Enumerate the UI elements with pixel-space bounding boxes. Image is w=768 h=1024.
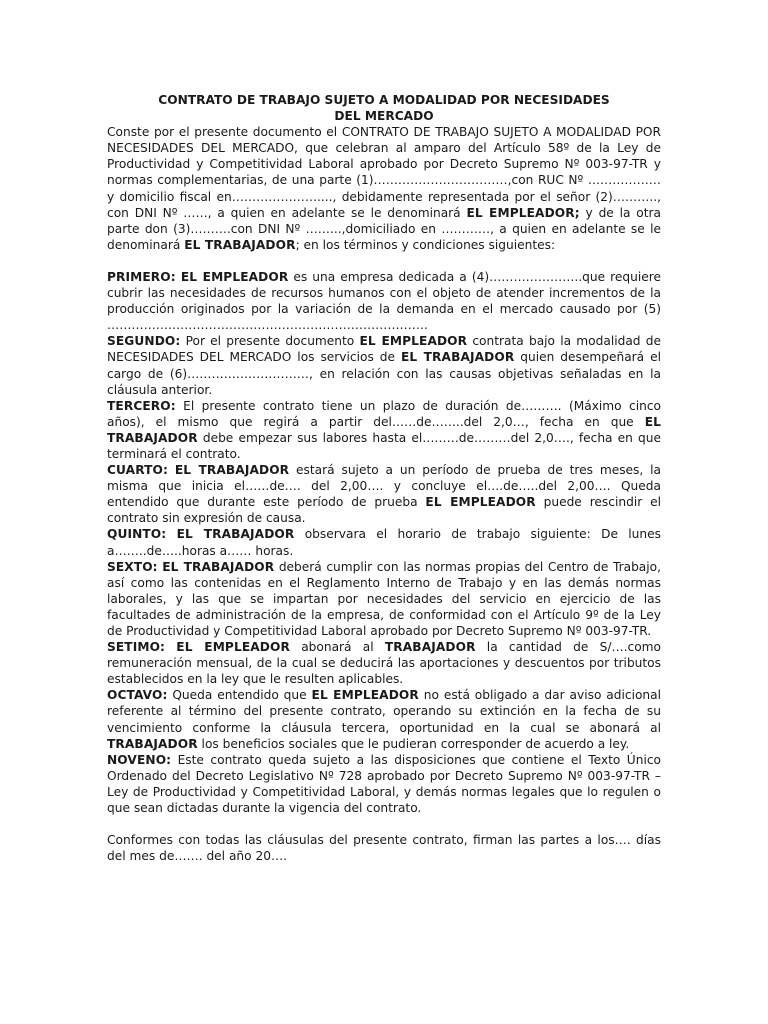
clause-cuarto-bold-1: EL TRABAJADOR [174,463,290,478]
clause-primero [107,269,661,333]
clause-quinto [107,526,661,558]
clause-tercero-text-2: debe empezar sus labores hasta el………de………del 2,0…., fecha en que terminará el contrato. [107,430,661,461]
clause-octavo-label: OCTAVO: [107,688,168,703]
clause-primero-text-1: es una empresa dedicada a (4)…………………..que requiere cubrir las necesidades de recursos humanos con el objeto de atender incrementos de la producción originados por la variación de la demanda en el mercado causado por (5) ……………………………………………………………………. [107,269,662,333]
clause-setimo-text-2: la cantidad de S/….como remuneración mensual, de la cual se deducirá las aportaciones y descuentos por tributos establecidos en la ley que le resulten aplicables. [107,640,662,687]
clause-setimo [107,639,661,687]
clause-sexto-label: SEXTO: [107,559,158,574]
intro-bold-trabajador: EL TRABAJADOR [184,237,296,252]
clause-primero-label: PRIMERO: [107,269,176,284]
closing-text: Conformes con todas las cláusulas del presente contrato, firman las partes a los…. días del mes de……. del año 20…. [107,833,661,864]
clause-quinto-bold-1: EL TRABAJADOR [176,527,295,542]
clause-primero-bold-1: EL EMPLEADOR [180,269,289,284]
intro-paragraph [107,124,661,253]
clause-sexto [107,559,661,639]
intro-bold-empleador: EL EMPLEADOR; [466,205,580,220]
paragraph-spacer [107,253,661,269]
clause-octavo-text-3: los beneficios sociales que le pudieran corresponder de acuerdo a ley. [197,736,630,751]
clause-segundo-bold-2: EL TRABAJADOR [400,350,515,365]
title-line-2: DEL MERCADO [334,109,434,124]
clause-noveno-text-1: Este contrato queda sujeto a las disposiciones que contiene el Texto Único Ordenado del Decreto Legislativo Nº 728 aprobado por Decreto Supremo Nº 003-97-TR – Ley de Productividad y Competitividad Laboral, y demás normas legales que lo regulen o que sean dictadas durante la vigencia del contrato. [107,752,661,816]
clause-cuarto-text-1: estará sujeto a un período de prueba de tres meses, la misma que inicia el……de…. del 2,00…. y concluye el….de…..del 2,00…. Queda entendido que durante este período de prueba [107,463,661,510]
clause-tercero [107,398,661,462]
clause-octavo-bold-2: TRABAJADOR [107,736,198,751]
clause-noveno-label: NOVENO: [107,752,172,767]
intro-text-2: y de la otra parte don (3)……….con DNI Nº ……...,domiciliado en …………, a quien en adelante se le denominará [107,205,662,252]
clause-segundo-text-2: contrata bajo la modalidad de NECESIDADES DEL MERCADO los servicios de [107,334,661,365]
intro-text-1: Conste por el presente documento el CONTRATO DE TRABAJO SUJETO A MODALIDAD POR NECESIDADES DEL MERCADO, que celebran al amparo del Artículo 58º de la Ley de Productividad y Competitividad Laboral aprobado por Decreto Supremo Nº 003-97-TR y normas complementarias, de una parte (1)……………………………,con RUC Nº ………………y domicilio fiscal en…………………...., debidamente representada por el señor (2)……….., con DNI Nº ……, a quien en adelante se le denominará [107,125,661,220]
clause-segundo-bold-1: EL EMPLEADOR [359,334,468,349]
intro-text-3: ; en los términos y condiciones siguientes: [295,237,556,252]
title-line-1: CONTRATO DE TRABAJO SUJETO A MODALIDAD POR NECESIDADES [158,93,610,107]
clause-segundo-text-1: Por el presente documento [180,334,360,349]
clause-setimo-bold-2: TRABAJADOR [384,640,476,655]
clause-octavo-bold-1: EL EMPLEADOR [311,688,419,703]
clause-sexto-text-1: deberá cumplir con las normas propias del Centro de Trabajo, así como las contenidas en el Reglamento Interno de Trabajo y en las demás normas laborales, y las que se impartan por necesidades del servicio en ejercicio de las facultades de administración de la empresa, de conformidad con el Artículo 9º de la Ley de Productividad y Competitividad Laboral aprobado por Decreto Supremo Nº 003-97-TR. [107,559,661,638]
paragraph-spacer [107,816,661,832]
clause-quinto-text-1: observara el horario de trabajo siguiente: De lunes a……..de…..horas a…… horas. [107,527,661,558]
closing-paragraph [107,832,661,864]
document-title [107,92,661,124]
clause-noveno [107,752,661,816]
clause-tercero-text-1: El presente contrato tiene un plazo de duración de………. (Máximo cinco años), el mismo que regirá a partir del……de……..del 2,0…, fecha en que [107,398,661,429]
clause-cuarto [107,462,661,526]
clause-segundo-label: SEGUNDO: [107,334,181,349]
clause-cuarto-label: CUARTO: [107,463,168,478]
clause-cuarto-bold-2: EL EMPLEADOR [425,495,536,510]
clause-setimo-label: SETIMO: [107,640,166,655]
clause-octavo-text-2: no está obligado a dar aviso adicional referente al término del presente contrato, operando su extinción en la fecha de su vencimiento conforme la cláusula tercera, oportunidad en la cual se abonará al [107,688,662,735]
contract-document [107,92,661,864]
clause-tercero-bold-1: EL TRABAJADOR [107,414,661,445]
clause-cuarto-text-2: puede rescindir el contrato sin expresión de causa. [107,495,661,526]
clause-segundo [107,333,661,397]
clause-setimo-text-1: abonará al [289,640,385,655]
clause-segundo-text-3: quien desempeñará el cargo de (6)…………………………, en relación con las causas objetivas señaladas en la cláusula anterior. [107,350,661,397]
clause-octavo [107,687,661,751]
clause-quinto-label: QUINTO: [107,527,167,542]
clause-tercero-label: TERCERO: [107,398,176,413]
clause-setimo-bold-1: EL EMPLEADOR [176,640,290,655]
clause-octavo-text-1: Queda entendido que [167,688,312,703]
clause-sexto-bold-1: EL TRABAJADOR [162,559,275,574]
